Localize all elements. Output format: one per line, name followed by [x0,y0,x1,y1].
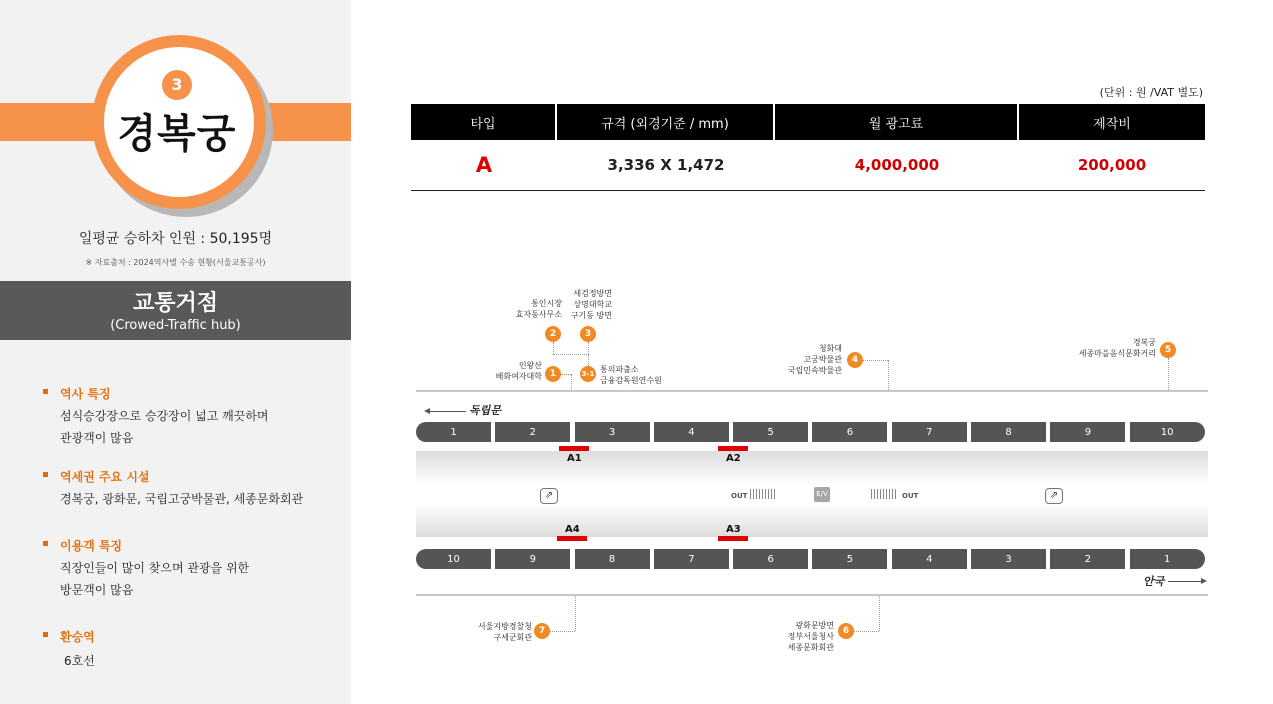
section-line: 섬식승강장으로 승강장이 넓고 깨끗하며 [60,409,269,423]
hub-subtitle: (Crowed-Traffic hub) [110,318,241,333]
section-station-features [43,385,269,449]
exit-5-text [1060,337,1156,359]
connector [561,374,571,375]
lower-track-line [416,594,1208,596]
door: 1 [416,422,491,442]
header-monthly-fee: 월 광고료 [775,104,1019,140]
section-line: 방문객이 많음 [60,583,134,597]
section-line: 관광객이 많음 [60,431,134,445]
door: 2 [1050,549,1125,569]
arrow-left-head-icon [424,408,430,414]
exit-text-line: 구세군회관 [493,633,532,642]
door: 7 [892,422,967,442]
exit-text-line: 서울지방경찰청 [477,622,532,631]
exit-2-badge: 2 [545,326,561,342]
exit-text-line: 정부서울청사 [787,632,834,641]
direction-arrow-right [1168,581,1202,582]
exit-text-line: 청화대 [818,344,842,353]
exit-6-badge: 6 [838,623,854,639]
door: 3 [575,422,650,442]
cell-production-cost: 200,000 [1077,156,1147,174]
section-text [43,488,303,510]
out-label: OUT [902,492,919,500]
section-title: 역세권 주요 시설 [43,468,303,485]
exit-4-text [780,343,842,376]
bottom-screen-doors [416,549,1205,569]
stairs-icon [871,489,897,499]
direction-bottom: 안국 [1143,575,1165,588]
hub-box [0,281,351,340]
exit-2-text [500,298,562,320]
stairs-icon [750,489,776,499]
section-text [43,557,249,601]
door: 4 [654,422,729,442]
section-title: 환승역 [43,628,95,645]
ad-slot-a1[interactable] [559,446,589,451]
station-number-badge: 3 [162,70,192,100]
escalator-icon: ⇗ [540,488,558,504]
ad-slot-a3[interactable] [718,536,748,541]
exit-text-line: 세종문화회관 [787,643,834,652]
connector [571,374,572,390]
exit-1-badge: 1 [545,366,561,382]
upper-track-line [416,390,1208,392]
door: 10 [1130,422,1205,442]
connector [550,631,575,632]
exit-text-line: 통인시장 [531,299,562,308]
hub-title: 교통거점 [132,291,218,316]
section-line: 직장인들이 많이 찾으며 관광을 위한 [60,561,250,575]
door: 6 [733,549,808,569]
door: 6 [812,422,887,442]
section-line: 6호선 [64,654,95,668]
exit-text-line: 구기동 방면 [570,311,612,320]
header-production-cost: 제작비 [1093,116,1131,132]
header-size: 규격 (외경기준 / mm) [557,104,775,140]
door: 10 [416,549,491,569]
section-title: 이용객 특징 [43,537,249,554]
arrow-right-head-icon [1201,578,1207,584]
connector [553,354,589,355]
exit-text-line: 통의파출소 [600,365,639,374]
connector [854,631,879,632]
door: 5 [812,549,887,569]
section-users [43,537,249,601]
price-table [411,104,1205,191]
ad-label-a4: A4 [565,524,580,535]
section-text [43,650,95,672]
door: 9 [495,549,570,569]
connector [863,360,888,361]
exit-5-badge: 5 [1160,342,1176,358]
door: 8 [971,422,1046,442]
ad-label-a1: A1 [567,453,582,464]
cell-monthly-fee: 4,000,000 [854,156,940,174]
exit-text-line: 세검정방면 [573,289,612,298]
ad-slot-a4[interactable] [557,536,587,541]
exit-3-1-badge: 3-1 [580,366,596,382]
escalator-icon: ⇗ [1045,488,1063,504]
direction-arrow-left [428,411,466,412]
door: 1 [1130,549,1205,569]
station-name: 경복궁 [117,111,237,157]
daily-riders: 일평균 승하차 인원 : 50,195명 [78,231,273,247]
top-screen-doors [416,422,1205,442]
platform-floor [416,451,1208,537]
section-title: 역사 특징 [43,385,269,402]
door: 2 [495,422,570,442]
exit-text-line: 국립민속박물관 [787,366,842,375]
exit-7-badge: 7 [534,623,550,639]
exit-3-text [566,288,612,321]
door: 5 [733,422,808,442]
elevator-icon: E/V [814,487,830,502]
door: 3 [971,549,1046,569]
exit-7-text [460,621,532,643]
exit-6-text [768,620,834,653]
ad-label-a3: A3 [726,524,741,535]
connector [1168,358,1169,390]
door: 9 [1050,422,1125,442]
exit-text-line: 경복궁 [1132,338,1156,347]
connector [588,342,589,366]
exit-text-line: 배화여자대학 [495,372,542,381]
table-row [411,140,1205,191]
cell-size: 3,336 X 1,472 [607,156,725,174]
direction-top: 독립문 [469,404,501,417]
exit-1-text [480,360,542,382]
ad-slot-a2[interactable] [718,446,748,451]
door: 8 [575,549,650,569]
door: 7 [654,549,729,569]
cell-type: A [475,153,493,177]
connector [879,596,880,631]
table-header [411,104,1205,140]
exit-text-line: 광화문방면 [795,621,834,630]
section-transfer [43,628,95,672]
door: 4 [892,549,967,569]
connector [553,342,554,354]
exit-3-badge: 3 [580,326,596,342]
exit-text-line: 고궁박물관 [803,355,842,364]
section-facilities [43,468,303,510]
exit-4-badge: 4 [847,352,863,368]
unit-note: (단위 : 원 /VAT 별도) [1099,86,1203,99]
exit-text-line: 세종마을음식문화거리 [1078,349,1156,358]
exit-text-line: 효자동사무소 [515,310,562,319]
ad-label-a2: A2 [726,453,741,464]
connector [575,596,576,631]
header-type: 타입 [411,104,557,140]
section-text [43,405,269,449]
connector [888,360,889,390]
out-label: OUT [731,492,748,500]
exit-3-1-text [600,364,670,386]
data-source: ※ 자료출처 : 2024역사별 수송 현황(서울교통공사) [85,258,266,267]
exit-text-line: 상명대학교 [573,300,612,309]
exit-text-line: 금융감독원연수원 [600,376,662,385]
exit-text-line: 인왕산 [518,361,542,370]
section-line: 경복궁, 광화문, 국립고궁박물관, 세종문화회관 [60,492,304,506]
